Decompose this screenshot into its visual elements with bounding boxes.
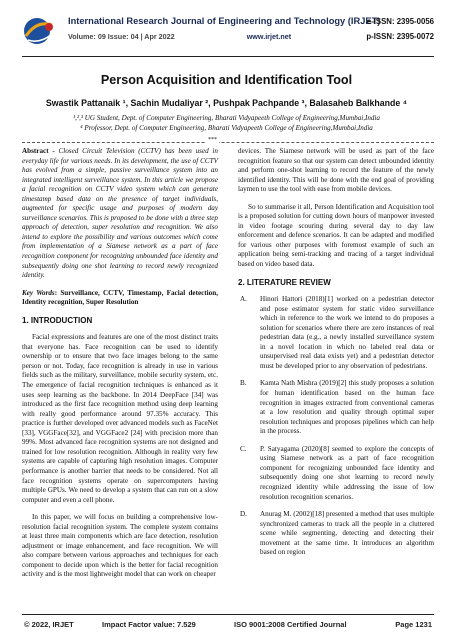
paper-title: Person Acquisition and Identification Tool bbox=[100, 73, 353, 87]
lit-text: Hinori Hattori (2018)[1] worked on a pedestrian detector and pose estimator system for static video surveillance which in reference to the work we intend to do proposes a solution for scenarios where there are zero instances of real pedestrian data (e.g., a newly installed surveillance system in a novel location in which no labeled real data or unsupervised real data exists yet) and a pedestrian detector must be developed prior to any observation of pedestrians. bbox=[260, 295, 434, 370]
lit-item-d bbox=[238, 510, 434, 558]
journal-header bbox=[22, 14, 434, 50]
lit-text: Anurag M. (2002)[18] presented a method that uses multiple synchronized cameras to track all the people in a cluttered scene while segmenting, detecting and detecting their movement at the same time. It introduces an algorithm based on region bbox=[260, 510, 434, 557]
journal-volume bbox=[68, 32, 291, 41]
irjet-logo bbox=[22, 16, 58, 46]
keywords bbox=[22, 289, 218, 308]
right-column bbox=[238, 147, 434, 566]
header-rule bbox=[22, 56, 434, 57]
footer-rule bbox=[22, 614, 434, 615]
lit-label: A. bbox=[240, 295, 247, 304]
pissn: p-ISSN: 2395-0072 bbox=[366, 32, 434, 41]
literature-heading: 2. LITERATURE REVIEW bbox=[238, 277, 331, 287]
abstract bbox=[22, 147, 218, 281]
left-column bbox=[22, 147, 218, 588]
intro-paragraph-1: Facial expressions and features are one of the most distinct traits that everyone has. Face recognition can be used to identify ownership or to ensure that two face images belong to the same person or not. Today, face recognition is already in use in various fields such as the military, surveillance, mobile security system, etc. The emergence of facial recognition techniques is enhanced as it uses seep learning as the backbone. In 2014 DeepFace [34] was introduced as the first face recognition method using deep learning with really good performance around 97.35% accuracy. This practice is further developed over advanced models such as FaceNet [33], VGGFace[32], and VGGFace2 [24] with precision more than 99%. Most advanced face recognition systems are not designed and trained for low resolution recognition. Although in reality very few systems are capable of capturing high resolution images. Computer performance is another barrier that needs to be considered. Not all face recognition systems operate on supercomputers having multiple GPUs. We need to develop a system that can run on a slow computer and even a cell phone. bbox=[22, 333, 218, 504]
intro-paragraph-2: In this paper, we will focus on building a comprehensive low-resolution facial recognition system. The complete system contains at least three main components which are face detection, resolution adjustment or image enhancement, and face recognition. We will also compare between various approaches and techniques for each component to decide upon which is the better for facial recognition activity and is the most lightweight model that can work on cheaper bbox=[22, 513, 218, 579]
affiliation-professor: ⁴ Professor, Dept. of Computer Engineering, Bharati Vidyapeeth College of Engineering,Mumbai,India bbox=[80, 124, 373, 132]
eissn: e-ISSN: 2395-0056 bbox=[366, 17, 434, 26]
section-separator bbox=[22, 142, 434, 143]
website-link[interactable]: www.irjet.net bbox=[246, 32, 292, 41]
abstract-label: Abstract - bbox=[22, 147, 55, 155]
keywords-text: : Surveillance, CCTV, Timestamp, Facial detection, Identity recognition, Super Resolution bbox=[22, 288, 218, 307]
affiliation-students: ¹,²,³ UG Student, Dept. of Computer Engineering, Bharati Vidyapeeth College of Engineering,Mumbai,India bbox=[73, 114, 380, 122]
footer-copyright: © 2022, IRJET bbox=[24, 620, 74, 629]
lit-label: C. bbox=[240, 444, 247, 453]
lit-item-a bbox=[238, 295, 434, 371]
footer-impact: Impact Factor value: 7.529 bbox=[102, 620, 196, 629]
summary-paragraph: So to summarise it all, Person Identification and Acquisition tool is a proposed solution for cutting down hours of manpower invested in video footage scouring during several day to day law enforcement and defence scenarios. It can be adapted and modified for various other purposes with foremost example of such an application being semi-tracking and tracing of a target individual based on video based data. bbox=[238, 202, 434, 269]
intro-heading: 1. INTRODUCTION bbox=[22, 315, 93, 325]
lit-label: B. bbox=[240, 379, 247, 388]
intro-continuation: devices. The Siamese network will be used as part of the face recognition feature so that our system can detect unbounded identity and perform one-shot learning to record the feature of the newly identified identity. This will be done with the end goal of providing laymen to use the tool with ease from mobile devices. bbox=[238, 147, 434, 194]
journal-name: International Research Journal of Engineering and Technology (IRJET) bbox=[68, 16, 381, 26]
lit-text: P. Satyagama (2020)[8] seemed to explore the concepts of using Siamese network as a part of face recognition component for recognizing unbounded face identity and subsequently doing one shot learning to record newly recognized identity while addressing the issue of low resolution recognition scenarios. bbox=[260, 444, 434, 501]
lit-text: Kamta Nath Mishra (2019)[2] this study proposes a solution for human identification based on the human face recognition in images extracted from conventional cameras at a low resolution and quality through optimal super resolution techniques and proposes pipelines which can help in the process. bbox=[260, 379, 434, 436]
keywords-label: Key Words bbox=[22, 288, 55, 297]
footer-iso: ISO 9001:2008 Certified Journal bbox=[234, 620, 347, 629]
separator-stars: *** bbox=[208, 137, 217, 143]
footer-page: Page 1231 bbox=[395, 620, 432, 629]
author-list: Swastik Pattanaik ¹, Sachin Mudaliyar ², Pushpak Pachpande ³, Balasaheb Balkhande ⁴ bbox=[45, 98, 408, 108]
volume-text: Volume: 09 Issue: 04 | Apr 2022 bbox=[68, 32, 175, 41]
lit-item-b bbox=[238, 379, 434, 436]
lit-item-c bbox=[238, 445, 434, 502]
lit-label: D. bbox=[240, 510, 247, 519]
abstract-text: Closed Circuit Television (CCTV) has been used in everyday life for various needs. In its development, the use of CCTV has evolved from a simple, passive surveillance system into an integrated intelligent surveillance system. In this article we propose a facial recognition on CCTV video system which can generate timestamp based data on the presence of target individuals, augmented for specific usage and purposes of modern day surveillance scenarios. This is proposed to be done with a three step approach of detection, super resolution and recognition. We also intend to explore the possibility and various outcomes which come from implementation of a Siamese network as a part of face recognition component for recognizing unbounded face identity and subsequently doing one shot learning to record newly recognized identity. bbox=[22, 147, 218, 280]
